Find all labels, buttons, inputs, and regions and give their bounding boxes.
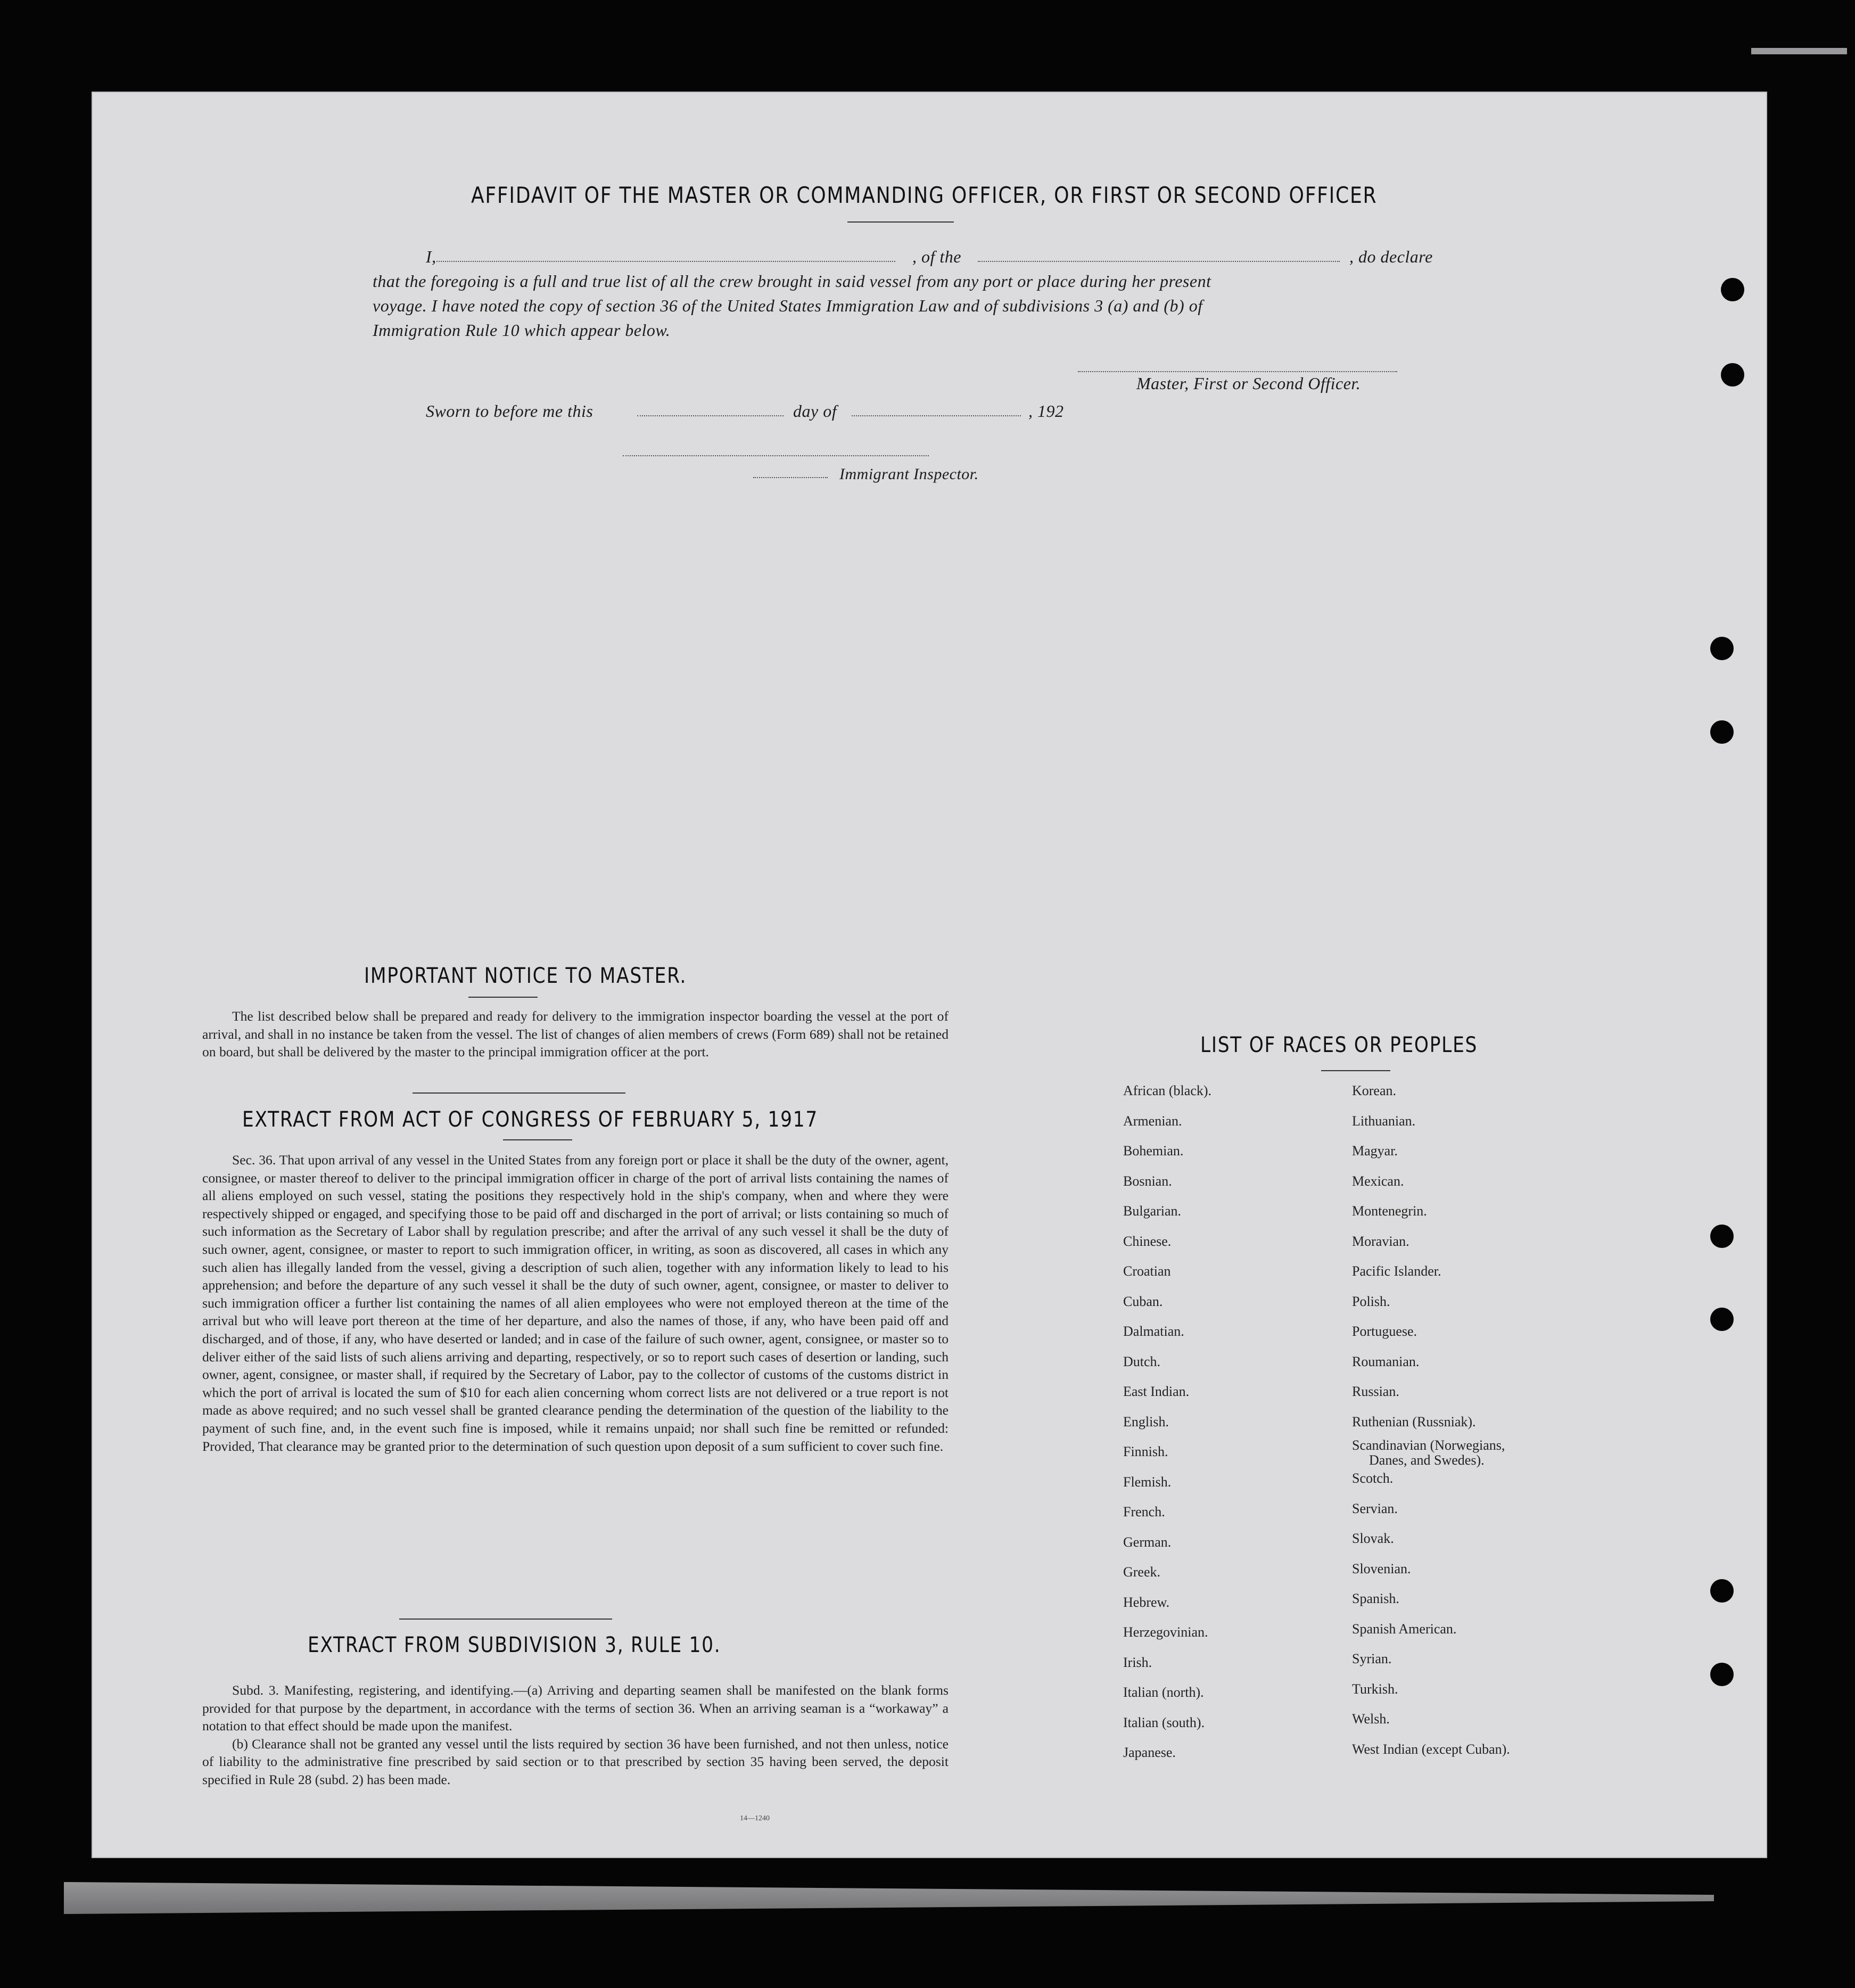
- film-edge-bottom: [64, 1882, 1714, 1914]
- act-title: EXTRACT FROM ACT OF CONGRESS OF FEBRUARY 5, 1917: [242, 1107, 818, 1132]
- race-item: Syrian.: [1352, 1651, 1392, 1666]
- races-title: LIST OF RACES OR PEOPLES: [1200, 1033, 1478, 1057]
- document-page: [92, 92, 1767, 1858]
- races-rule: [1321, 1070, 1390, 1071]
- race-item: English.: [1123, 1414, 1169, 1430]
- race-item: Irish.: [1123, 1655, 1152, 1670]
- race-item: Dutch.: [1123, 1354, 1161, 1369]
- binder-hole: [1721, 278, 1744, 301]
- race-item: Mexican.: [1352, 1173, 1404, 1189]
- inspector-label: Immigrant Inspector.: [839, 465, 979, 483]
- binder-hole: [1710, 1225, 1734, 1248]
- binder-hole: [1710, 720, 1734, 744]
- separator-rule: [413, 1092, 625, 1094]
- affidavit-line3: voyage. I have noted the copy of section 36 of the United States Immigration Law and of subdivisions 3 (a) and (b) of: [373, 296, 1203, 315]
- binder-hole: [1710, 637, 1734, 660]
- race-item: Croatian: [1123, 1263, 1171, 1279]
- notice-title: IMPORTANT NOTICE TO MASTER.: [364, 964, 687, 988]
- signature-blank[interactable]: [1078, 371, 1397, 372]
- race-item: Slovak.: [1352, 1531, 1394, 1546]
- affidavit-line1-start: I,: [426, 247, 436, 266]
- sworn-year: , 192: [1028, 401, 1064, 421]
- race-item: Servian.: [1352, 1501, 1398, 1516]
- race-item: Flemish.: [1123, 1474, 1172, 1490]
- race-item: Roumanian.: [1352, 1354, 1420, 1369]
- affidavit-line1-mid: , of the: [912, 247, 961, 266]
- race-item: Armenian.: [1123, 1113, 1182, 1129]
- affidavit-title: AFFIDAVIT OF THE MASTER OR COMMANDING OFFICER, OR FIRST OR SECOND OFFICER: [471, 182, 1378, 208]
- race-item: Spanish American.: [1352, 1621, 1457, 1637]
- race-item: Polish.: [1352, 1294, 1390, 1309]
- race-item: African (black).: [1123, 1083, 1212, 1098]
- rule-text: Subd. 3. Manifesting, registering, and identifying.—(a) Arriving and departing seamen shall be manifested on the blank forms provided for that purpose by the department, in accordance with the terms of section 36. When an arriving seaman is a “workaway” a notation to that effect should be made upon the manifest. (b) Clearance shall not be granted any vessel until the lists required by section 36 have been furnished, and not then unless, notice of liability to the administrative fine prescribed by said section or to that prescribed by section 35 having been served, the deposit specified in Rule 28 (subd. 2) has been made.: [202, 1682, 949, 1787]
- race-item: Danes, and Swedes).: [1369, 1452, 1485, 1468]
- race-item: Herzegovinian.: [1123, 1624, 1208, 1640]
- race-item: Japanese.: [1123, 1745, 1176, 1760]
- separator-rule-2: [399, 1619, 612, 1620]
- race-item: Lithuanian.: [1352, 1113, 1416, 1129]
- sworn-day-of: day of: [793, 401, 837, 421]
- race-item: Russian.: [1352, 1384, 1399, 1399]
- affidavit-line2: that the foregoing is a full and true list of all the crew brought in said vessel from any port or place during her present: [373, 272, 1211, 291]
- race-item: Chinese.: [1123, 1234, 1172, 1249]
- race-item: Portuguese.: [1352, 1324, 1417, 1339]
- sworn-day-blank[interactable]: [637, 415, 784, 416]
- inspector-signature-blank[interactable]: [623, 455, 929, 456]
- race-item: Bulgarian.: [1123, 1203, 1182, 1219]
- race-item: German.: [1123, 1534, 1172, 1550]
- binder-hole: [1710, 1579, 1734, 1603]
- sworn-month-blank[interactable]: [852, 415, 1021, 416]
- affidavit-line1-end: , do declare: [1349, 247, 1433, 266]
- film-edge: [1751, 48, 1847, 54]
- sworn-text: Sworn to before me this: [426, 401, 593, 421]
- form-number: 14—1240: [740, 1814, 770, 1822]
- signature-label: Master, First or Second Officer.: [1136, 374, 1361, 393]
- race-item: Slovenian.: [1352, 1561, 1411, 1576]
- race-item: Bohemian.: [1123, 1143, 1184, 1159]
- race-item: Turkish.: [1352, 1681, 1398, 1697]
- rule-title: EXTRACT FROM SUBDIVISION 3, RULE 10.: [308, 1633, 721, 1657]
- race-item: Dalmatian.: [1123, 1324, 1184, 1339]
- race-item: Welsh.: [1352, 1711, 1390, 1727]
- race-item: Magyar.: [1352, 1143, 1398, 1159]
- name-blank[interactable]: [436, 261, 895, 262]
- title-rule: [847, 221, 954, 223]
- inspector-name-blank[interactable]: [753, 477, 828, 478]
- race-item: Korean.: [1352, 1083, 1397, 1098]
- race-item: Ruthenian (Russniak).: [1352, 1414, 1476, 1430]
- race-item: Hebrew.: [1123, 1595, 1170, 1610]
- race-item: Italian (north).: [1123, 1685, 1204, 1700]
- race-item: Scotch.: [1352, 1471, 1394, 1486]
- race-item: Bosnian.: [1123, 1173, 1172, 1189]
- race-item: Cuban.: [1123, 1294, 1163, 1309]
- race-item: Spanish.: [1352, 1591, 1399, 1606]
- race-item: Montenegrin.: [1352, 1203, 1427, 1219]
- act-text: Sec. 36. That upon arrival of any vessel in the United States from any foreign port or place it shall be the duty of the owner, agent, consignee, or master thereof to deliver to the principal immigration officer in charge of the port of arrival lists containing the names of all aliens employed on such vessel, stating the positions they respectively hold in the ship's company, when and where they were respectively shipped or engaged, and specifying those to be paid off and discharged in the port of arrival; or lists containing so much of such information as the Secretary of Labor shall by regulation prescribe; and after the arrival of any such vessel it shall be the duty of such owner, agent, consignee, or master to report to such immigration officer, in writing, as soon as discovered, all cases in which any such alien has illegally landed from the vessel, giving a description of such alien, together with any information likely to lead to his apprehension; and before the departure of any such vessel it shall be the duty of such owner, agent, consignee, or master to deliver to such immigration officer a further list containing the names of all alien employees who were not employed thereon at the time of the arrival but who will leave port thereon at the time of her departure, and also the names of those, if any, who have been paid off and discharged, and of those, if any, who have deserted or landed; and in case of the failure of such owner, agent, consignee, or master so to deliver either of the said lists of such aliens arriving and departing, respectively, or so to report such cases of desertion or landing, such owner, agent, consignee, or master shall, if required by the Secretary of Labor, pay to the collector of customs of the customs district in which the port of arrival is located the sum of $10 for each alien concerning whom correct lists are not delivered or a true report is not made as above required; and no such vessel shall be granted clearance pending the determination of the question of the liability to the payment of such fine, and, in the event such fine is imposed, while it remains unpaid; nor shall such fine be remitted or refunded: Provided, That clearance may be granted prior to the determination of such question upon deposit of a sum sufficient to cover such fine.: [202, 1152, 949, 1454]
- binder-hole: [1710, 1663, 1734, 1686]
- binder-hole: [1721, 363, 1744, 387]
- notice-rule: [468, 997, 538, 998]
- race-item: Italian (south).: [1123, 1715, 1205, 1730]
- race-item: Finnish.: [1123, 1444, 1168, 1459]
- vessel-blank[interactable]: [978, 261, 1340, 262]
- race-item: Scandinavian (Norwegians,: [1352, 1437, 1505, 1453]
- act-rule: [503, 1139, 572, 1140]
- race-item: Moravian.: [1352, 1234, 1409, 1249]
- race-item: Greek.: [1123, 1564, 1161, 1580]
- notice-text: The list described below shall be prepared and ready for delivery to the immigration inspector boarding the vessel at the port of arrival, and shall in no instance be taken from the vessel. The list of changes of alien members of crews (Form 689) shall not be retained on board, but shall be delivered by the master to the principal immigration officer at the port.: [202, 1008, 949, 1060]
- race-item: East Indian.: [1123, 1384, 1190, 1399]
- race-item: West Indian (except Cuban).: [1352, 1741, 1510, 1757]
- race-item: Pacific Islander.: [1352, 1263, 1441, 1279]
- binder-hole: [1710, 1308, 1734, 1331]
- affidavit-line4: Immigration Rule 10 which appear below.: [373, 321, 671, 340]
- race-item: French.: [1123, 1504, 1165, 1519]
